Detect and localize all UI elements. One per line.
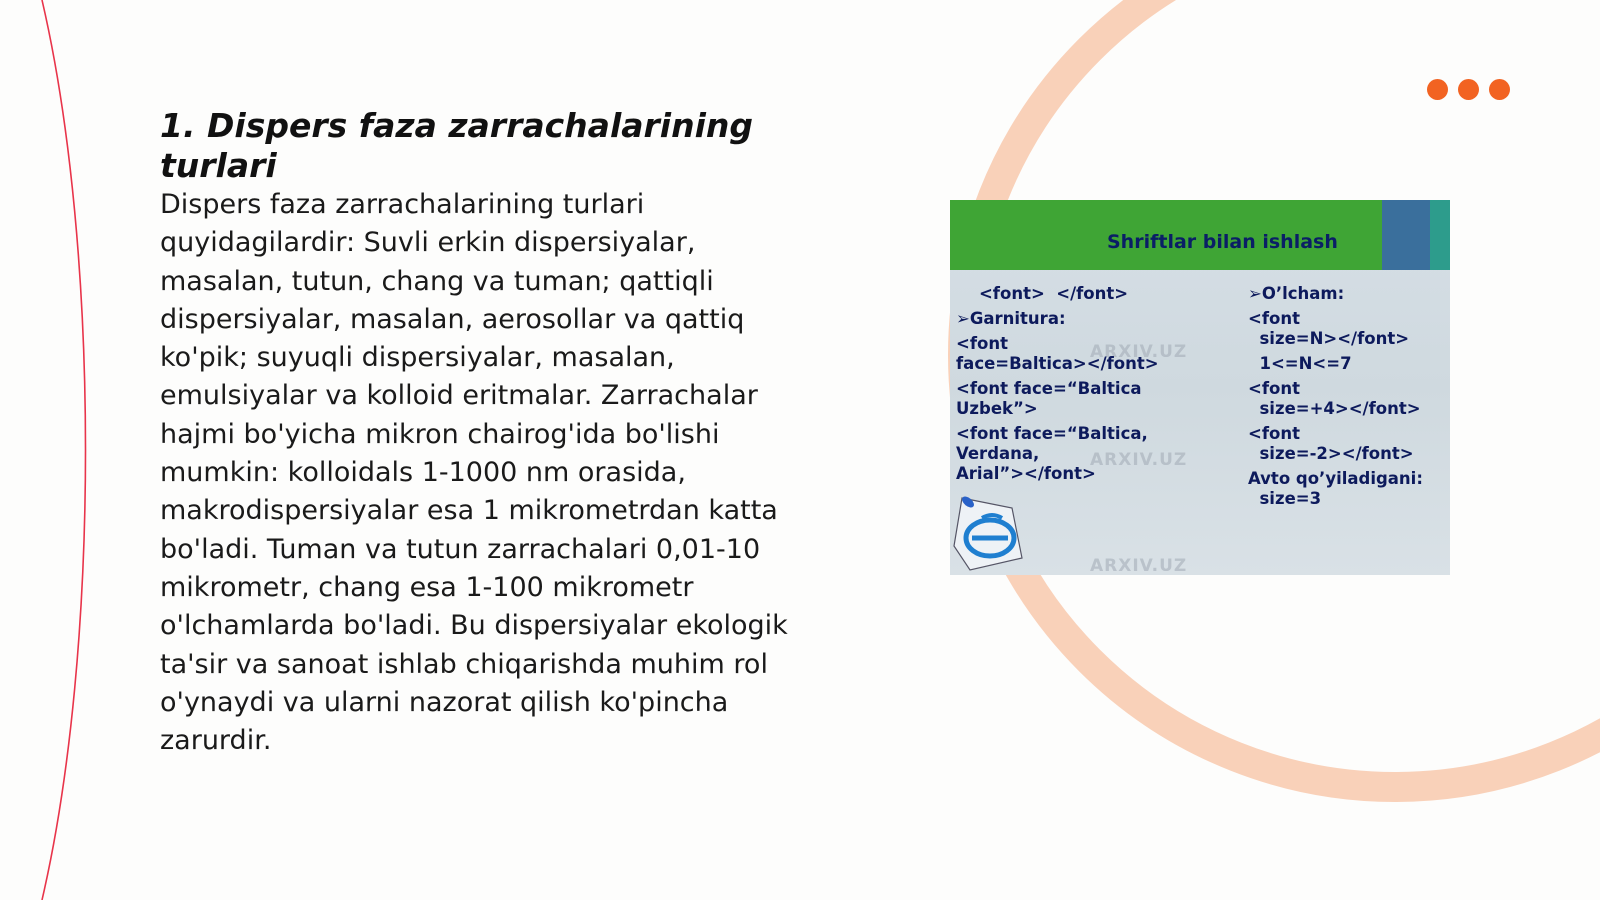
embedded-text-line: <font size=N></font> — [1248, 309, 1410, 348]
orange-dot — [1489, 79, 1510, 100]
embedded-text-line: ➢O’lcham: — [1248, 284, 1345, 303]
embedded-text-line: <font face=Baltica></font> — [956, 334, 1159, 373]
embedded-left-column — [956, 284, 1159, 489]
embedded-slide-image — [950, 200, 1450, 575]
embedded-text-line: <font size=+4></font> — [1248, 379, 1421, 418]
embedded-text-line: <font face=“Baltica, Verdana, Arial”></font> — [956, 424, 1148, 483]
internet-explorer-icon — [952, 488, 1030, 572]
watermark: ARXIV.UZ — [1090, 450, 1188, 470]
header-teal-strip — [1430, 200, 1450, 270]
embedded-text-line: <font face=“Baltica Uzbek”> — [956, 379, 1142, 418]
embedded-slide-title: Shriftlar bilan ishlash — [1107, 231, 1338, 253]
embedded-text-line: <font> </font> — [956, 284, 1129, 303]
embedded-text-line: 1<=N<=7 — [1248, 354, 1352, 373]
orange-dot — [1458, 79, 1479, 100]
embedded-text-line: <font size=-2></font> — [1248, 424, 1414, 463]
slide-title: 1. Dispers faza zarrachalarining turlari — [160, 106, 754, 185]
left-red-curve — [42, 0, 86, 900]
embedded-slide-header — [950, 200, 1450, 270]
dots-decoration — [1427, 79, 1510, 100]
embedded-text-line: Avto qo’yiladigani: size=3 — [1248, 469, 1423, 508]
slide-body-text: Dispers faza zarrachalarining turlari quyidagilardir: Suvli erkin dispersiyalar, masalan, tutun, chang va tuman; qattiqli dispersiyalar, masalan, aerosollar va qattiq ko'pik; suyuqli dispersiyalar, masalan, emulsiyalar va kolloid eritmalar. Zarrachalar hajmi bo'yicha mikron chairog'ida bo'lishi mumkin: kolloidals 1-1000 nm orasida, makrodispersiyalar esa 1 mikrometrdan katta bo'ladi. Tuman va tutun zarrachalari 0,01-10 mikrometr, chang esa 1-100 mikrometr o'lchamlarda bo'ladi. Bu dispersiyalar ekologik ta'sir va sanoat ishlab chiqarishda muhim rol o'ynaydi va ularni nazorat qilish ko'pincha zarurdir. — [160, 189, 788, 757]
watermark: ARXIV.UZ — [1090, 342, 1188, 362]
orange-dot — [1427, 79, 1448, 100]
embedded-text-line: ➢Garnitura: — [956, 309, 1066, 328]
watermark: ARXIV.UZ — [1090, 556, 1188, 575]
header-blue-strip — [1382, 200, 1430, 270]
embedded-right-column — [1248, 284, 1423, 514]
